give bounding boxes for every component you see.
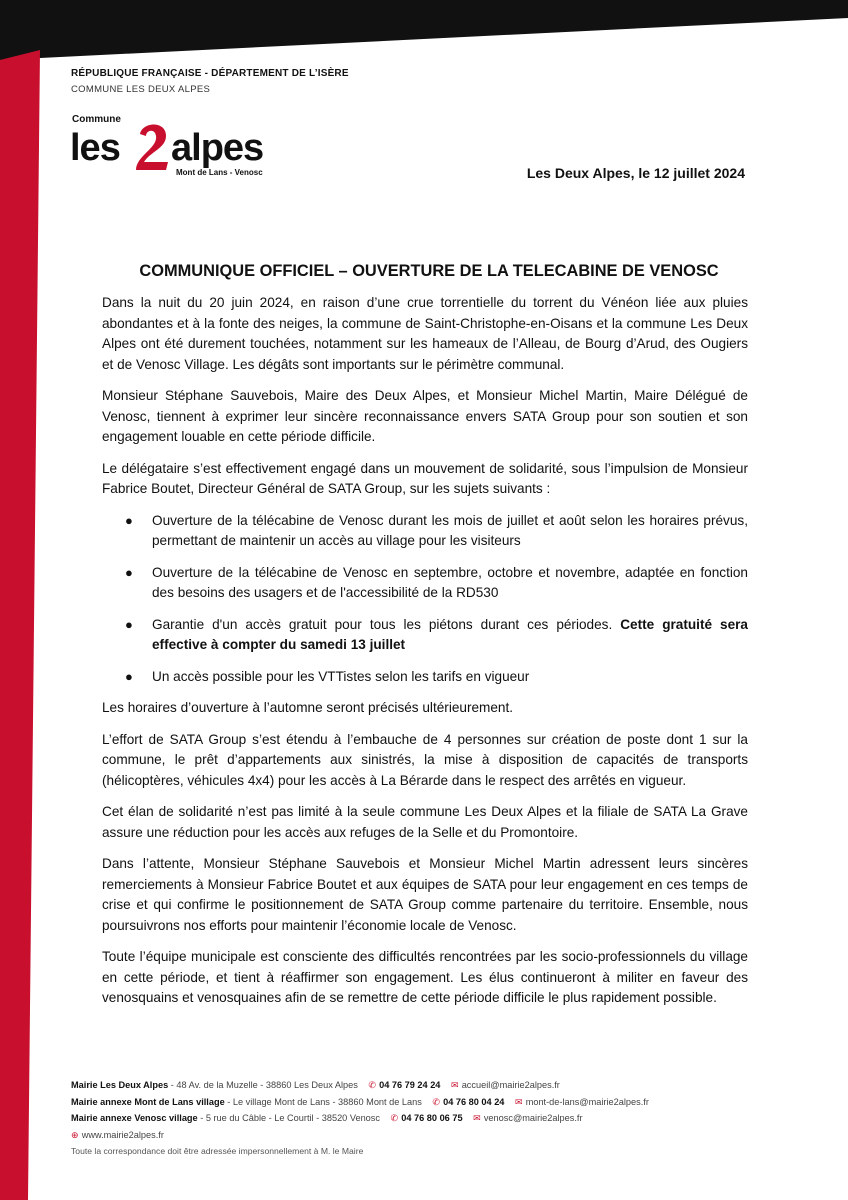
logo-les-text: les [70, 127, 120, 169]
list-item [102, 563, 748, 604]
commune-logo [70, 112, 280, 182]
footer-website-row [71, 1127, 649, 1144]
footer-note: Toute la correspondance doit être adressée impersonnellement à M. le Maire [71, 1146, 364, 1156]
phone-icon: ✆ [432, 1096, 441, 1107]
phone-icon: ✆ [368, 1080, 377, 1090]
intro-paragraph: Le délégataire s’est effectivement engagé dans un mouvement de solidarité, sous l’impulsion de Monsieur Fabrice Boutet, Directeur Général de SATA Group, sur les sujets suivants : [102, 460, 748, 496]
date-line: Les Deux Alpes, le 12 juillet 2024 [526, 165, 745, 181]
body-paragraph: Cet élan de solidarité n’est pas limité à la seule commune Les Deux Alpes et la filiale de SATA La Grave assure une réduction pour les accès aux refuges de la Selle et du Promontoire. [102, 804, 748, 840]
office-address: - 48 Av. de la Muzelle - 38860 Les Deux Alpes [168, 1080, 358, 1090]
list-item-text: Un accès possible pour les VTTistes selon les tarifs en vigueur [152, 668, 530, 684]
intro-paragraph: Monsieur Stéphane Sauvebois, Maire des Deux Alpes, et Monsieur Michel Martin, Maire Délégué de Venosc, tiennent à exprimer leur sincère reconnaissance envers SATA Group pour son soutien et son engagement louable en cette période difficile. [102, 388, 748, 444]
office-phone[interactable]: 04 76 80 06 75 [401, 1113, 463, 1123]
mail-icon: ✉ [473, 1113, 481, 1123]
logo-numeral-2 [136, 125, 168, 171]
mail-icon: ✉ [450, 1080, 459, 1090]
commune-line: COMMUNE LES DEUX ALPES [71, 84, 211, 95]
list-item-text: Garantie d'un accès gratuit pour tous les piétons durant ces périodes. [152, 616, 621, 632]
body-paragraph: Dans l’attente, Monsieur Stéphane Sauvebois et Monsieur Michel Martin adressent leurs sincères remerciements à Monsieur Fabrice Boutet et aux équipes de SATA pour leur engagement en ces temps de crise et qui confirme le positionnement de SATA Group comme partenaire du territoire. Ensemble, nous poursuivrons nos efforts pour maintenir l’économie locale de Venosc. [102, 856, 748, 933]
left-red-stripe [0, 50, 40, 1200]
logo-alpes-text: alpes [171, 127, 264, 169]
office-phone[interactable]: 04 76 79 24 24 [379, 1080, 441, 1090]
list-item-bold-text: Cette gratuité sera effective à compter du samedi 13 juillet [152, 616, 748, 652]
office-address: - 5 rue du Câble - Le Courtil - 38520 Venosc [197, 1113, 380, 1123]
commitments-list [102, 511, 748, 688]
office-address: - Le village Mont de Lans - 38860 Mont de Lans [224, 1096, 422, 1107]
body-paragraph: Toute l’équipe municipale est consciente des difficultés rencontrées par les socio-professionnels du village en cette période, et tient à réaffirmer son engagement. Les élus continueront à militer en faveur des venosquains et venosquaines afin de se remettre de cette période difficile le plus rapidement possible. [102, 949, 748, 1005]
body-paragraph: L’effort de SATA Group s’est étendu à l’embauche de 4 personnes sur création de poste dont 1 sur la commune, le prêt d’appartements aux sinistrés, la mise à disposition de capacités de transports (hélicoptères, véhicules 4x4) pour les accès à La Bérarde dans le respect des arrêtés en vigueur. [102, 731, 748, 788]
list-item [102, 511, 748, 552]
intro-paragraph: Dans la nuit du 20 juin 2024, en raison d’une crue torrentielle du torrent du Vénéon liée aux pluies abondantes et à la fonte des neiges, la commune de Saint-Christophe-en-Oisans et la commune Les Deux Alpes ont été durement touchées, notamment sur les hameaux de l’Alleau, de Bourg d’Arud, des Ougiers et de Venosc Village. Les dégâts sont importants sur le périmètre communal. [102, 295, 748, 372]
logo-tagline: Mont de Lans - Venosc [176, 168, 263, 177]
top-dark-band [0, 0, 848, 60]
office-email[interactable]: accueil@mairie2alpes.fr [461, 1080, 560, 1090]
logo-commune-text: Commune [72, 114, 121, 125]
contact-footer [71, 1077, 649, 1160]
footer-contact-row [71, 1110, 649, 1127]
office-name: Mairie Les Deux Alpes [71, 1080, 169, 1090]
page-title: COMMUNIQUE OFFICIEL – OUVERTURE DE LA TELECABINE DE VENOSC [139, 262, 719, 280]
republic-line: RÉPUBLIQUE FRANÇAISE - DÉPARTEMENT DE L’ISÈRE [71, 68, 349, 79]
office-name: Mairie annexe Mont de Lans village [71, 1096, 225, 1107]
footer-contact-row [71, 1094, 649, 1111]
bullet-icon: ● [125, 616, 133, 632]
bullet-icon: ● [125, 512, 133, 528]
list-item-text: Ouverture de la télécabine de Venosc durant les mois de juillet et août selon les horaires prévus, permettant de maintenir un accès au village pour les visiteurs [152, 512, 748, 548]
mail-icon: ✉ [514, 1096, 523, 1107]
bullet-icon: ● [125, 564, 133, 580]
list-item-text: Ouverture de la télécabine de Venosc en septembre, octobre et novembre, adaptée en fonction des besoins des usagers et de l'accessibilité de la RD530 [152, 564, 748, 600]
office-name: Mairie annexe Venosc village [71, 1113, 198, 1123]
office-phone[interactable]: 04 76 80 04 24 [443, 1096, 505, 1107]
globe-icon: ⊕ [71, 1129, 79, 1140]
phone-icon: ✆ [390, 1113, 399, 1123]
office-email[interactable]: mont-de-lans@mairie2alpes.fr [525, 1096, 649, 1107]
body-paragraph: Les horaires d’ouverture à l’automne seront précisés ultérieurement. [102, 700, 514, 715]
footer-contact-row [71, 1077, 649, 1094]
issuer-header [71, 68, 349, 95]
office-email[interactable]: venosc@mairie2alpes.fr [483, 1113, 583, 1123]
website-link[interactable]: www.mairie2alpes.fr [81, 1129, 164, 1140]
document-body [102, 293, 748, 1020]
bullet-icon: ● [125, 668, 133, 684]
list-item [102, 615, 748, 656]
list-item [102, 667, 748, 688]
